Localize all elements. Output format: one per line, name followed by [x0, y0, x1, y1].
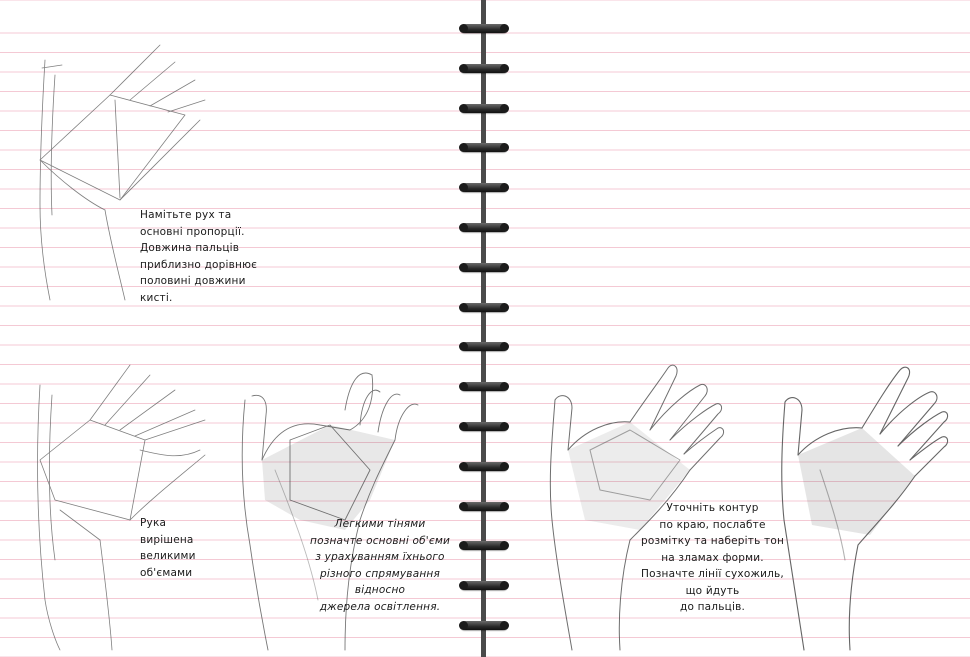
- step1-line-4: приблизно дорівнює: [140, 258, 258, 271]
- step4-line-7: до пальців.: [679, 601, 745, 613]
- step2-note: [140, 515, 196, 581]
- step3-line-1: Легкими тінями: [334, 518, 426, 530]
- step1-line-5: половині довжини: [140, 275, 246, 287]
- step3-note: [290, 516, 470, 615]
- step1-note: [140, 207, 257, 306]
- step4-line-4: на зламах форми.: [661, 551, 764, 564]
- step4-line-3: розмітку та наберіть тон: [640, 535, 785, 547]
- step4-line-1: Уточніть контур: [666, 502, 759, 514]
- step2-line-3: великими: [140, 550, 196, 562]
- step3-line-4: різного спрямування: [320, 567, 440, 580]
- step3-line-3: з урахуванням їхнього: [315, 551, 445, 563]
- step1-line-2: основні пропорції.: [140, 225, 245, 238]
- sketch-step5-tone: [798, 428, 915, 535]
- step1-line-3: Довжина пальців: [140, 242, 240, 254]
- step2-line-2: вирішена: [140, 533, 194, 546]
- step2-line-1: Рука: [140, 517, 167, 529]
- step4-line-6: що йдуть: [685, 584, 740, 597]
- step1-line-6: кисті.: [140, 291, 173, 304]
- step1-line-1: Намітьте рух та: [140, 209, 232, 221]
- step3-line-6: джерела освітлення.: [319, 600, 441, 613]
- step4-line-2: по краю, послабте: [659, 518, 766, 531]
- step4-note: [620, 500, 805, 616]
- step3-line-5: відносно: [354, 584, 406, 596]
- sketch-step2-volumes: [37, 365, 205, 650]
- step3-line-2: позначте основні об'єми: [310, 534, 450, 547]
- sketch-step3-tone: [262, 425, 395, 530]
- step2-line-4: об'ємами: [140, 566, 193, 579]
- step4-line-5: Позначте лінії сухожиль,: [641, 568, 784, 580]
